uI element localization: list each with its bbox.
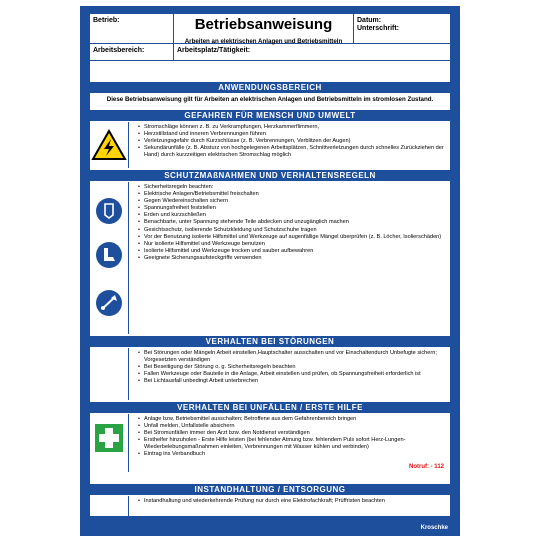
betrieb-cell — [90, 14, 174, 44]
arbeitsplatz-cell — [174, 44, 450, 60]
title-cell — [174, 14, 354, 44]
gefahren-title: GEFAHREN FÜR MENSCH UND UMWELT — [90, 110, 450, 121]
schutz-item: • Geeignete Sicherungsaufsteckgriffe verwenden — [144, 255, 446, 262]
stoerungen-icon-column — [90, 348, 129, 400]
unfaelle-item: • Anlage bzw. Betriebsmittel ausschalten; Betroffene aus dem Gefahrenbereich bringen — [144, 416, 446, 423]
gefahren-icon-column — [90, 122, 129, 168]
page-subtitle: Arbeiten an elektrischen Anlagen und Betriebsmitteln — [184, 38, 343, 45]
unfaelle-item: • Bei Stromunfällen immer den Arzt bzw. den Notdienst verständigen — [144, 430, 446, 437]
stoerungen-item: • Bei Störungen oder Mängeln Arbeit einstellen,Hauptschalter ausschalten und vor Einschaltendurch Unbefugte sichern; Vorgesetzten verständigen — [144, 350, 446, 364]
schutz-item: • Erden und kurzschließen — [144, 212, 446, 219]
schutz-item: • Sicherheitsregeln beachten: — [144, 184, 446, 191]
unfaelle-item: • Unfall melden, Unfallstelle absichern — [144, 423, 446, 430]
instandhaltung-list — [136, 498, 446, 505]
instandhaltung-item: • Instandhaltung und wiederkehrende Prüfung nur durch eine Elektrofachkraft; Prüffristen beachten — [144, 498, 446, 505]
stoerungen-item: • Bei Lichtausfall unbedingt Arbeit unterbrechen — [144, 378, 446, 385]
arbeitsplatz-label: Arbeitsplatz/Tätigkeit: — [177, 47, 251, 54]
arbeitsbereich-label: Arbeitsbereich: — [93, 47, 145, 54]
stoerungen-title: VERHALTEN BEI STÖRUNGEN — [90, 336, 450, 347]
stoerungen-section — [90, 348, 450, 400]
unterschrift-label: Unterschrift: — [357, 25, 400, 32]
sheet-content — [90, 14, 450, 516]
high-voltage-warning-icon — [91, 129, 127, 161]
stoerungen-item: • Bei Beseitigung der Störung o. g. Sicherheitsregeln beachten — [144, 364, 446, 371]
header — [90, 14, 450, 61]
first-aid-icon — [95, 424, 123, 452]
gefahren-item: • Verletzungsgefahr durch Kurzschlüsse (z. B. Verbrennungen, Verblitzen der Augen) — [144, 138, 446, 145]
gefahren-list — [136, 124, 446, 159]
schutz-title: SCHUTZMAßNAHMEN UND VERHALTENSREGELN — [90, 170, 450, 181]
gefahren-item: • Stromschläge können z. B. zu Verkrampfungen, Herzkammerflimmern, — [144, 124, 446, 131]
stoerungen-item: • Fallen Werkzeuge oder Bauteile in die Anlage, Arbeit einstellen und prüfen, ob Spannungsfreiheit erforderlich ist — [144, 371, 446, 378]
unfaelle-title: VERHALTEN BEI UNFÄLLEN / ERSTE HILFE — [90, 402, 450, 413]
schutz-list — [136, 184, 446, 262]
unfaelle-list — [136, 416, 446, 459]
betrieb-label: Betrieb: — [93, 17, 120, 24]
notruf-number: Notruf: - 112 — [408, 464, 444, 470]
instandhaltung-section — [90, 496, 450, 526]
page-title: Betriebsanweisung — [194, 16, 333, 33]
anwendung-text: Diese Betriebsanweisung gilt für Arbeiten an elektrischen Anlagen und Betriebsmitteln im stromlosen Zustand. — [106, 96, 434, 103]
schutz-item: • Spannungsfreiheit feststellen — [144, 205, 446, 212]
schutz-icon-column — [90, 182, 129, 334]
anwendung-title: ANWENDUNGSBEREICH — [90, 82, 450, 93]
gefahren-item: • Herzstillstand und inneren Verbrennungen führen — [144, 131, 446, 138]
schutz-section — [90, 182, 450, 334]
schutz-item: • Vor der Benutzung isolierte Hilfsmittel und Werkzeuge auf augenfällige Mängel überprüfen (z. B. Löcher, Isolierschäden) — [144, 234, 446, 241]
datum-cell — [354, 14, 450, 44]
brand-logo: Kroschke — [420, 525, 448, 531]
schutz-item: • Nur isolierte Hilfsmittel und Werkzeuge benutzen — [144, 241, 446, 248]
instandhaltung-icon-column — [90, 496, 129, 526]
gefahren-item: • Sekundärunfälle (z. B. Absturz von hochgelegenen Arbeitsplätzen, Schnittverletzungen durch schnelles Zurückziehen der Hand) durch kurzzeitigen elektrischen Stromschlag möglich — [144, 145, 446, 159]
arbeitsbereich-cell — [90, 44, 174, 60]
unfaelle-item: • Eintrag ins Verbandbuch — [144, 451, 446, 458]
unfaelle-section — [90, 414, 450, 472]
unfaelle-item: • Ersthelfer hinzuholen - Erste Hilfe leisten (bei fehlender Atmung bzw. fehlendem Puls sofort Herz-Lungen-Wiederbelebungsmaßnahmen einleiten, Verbrennungen mit Wasser kühlen und verbinden) — [144, 437, 446, 451]
schutz-item: • Gegen Wiedereinschalten sichern — [144, 198, 446, 205]
stoerungen-list — [136, 350, 446, 385]
face-shield-icon — [96, 198, 122, 224]
datum-label: Datum: — [357, 17, 382, 24]
schutz-item: • Benachbarte, unter Spannung stehende Teile abdecken und unzugänglich machen — [144, 219, 446, 226]
schutz-item: • Elektrische Anlagen/Betriebsmittel freischalten — [144, 191, 446, 198]
schutz-item: • Gesichtsschutz, isolierende Schutzkleidung und Schutzschuhe tragen — [144, 227, 446, 234]
safety-boots-icon — [96, 242, 122, 268]
disconnect-power-icon — [96, 290, 122, 316]
instruction-sheet — [80, 6, 460, 536]
unfaelle-icon-column — [90, 414, 129, 472]
instandhaltung-title: INSTANDHALTUNG / ENTSORGUNG — [90, 484, 450, 495]
schutz-item: • Isolierte Hilfsmittel und Werkzeuge trocken und sauber aufbewahren — [144, 248, 446, 255]
gefahren-section — [90, 122, 450, 168]
